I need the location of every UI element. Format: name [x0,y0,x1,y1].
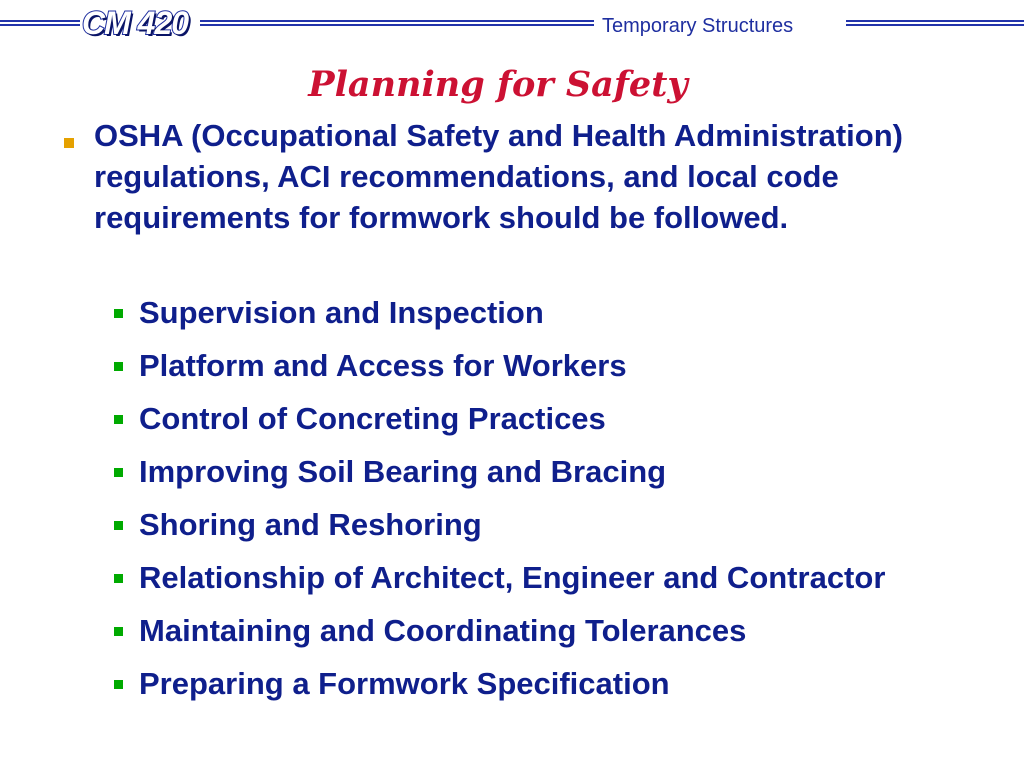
sub-bullet-list [114,293,1004,717]
sub-bullet-item [114,611,1004,650]
header-rule-right [846,20,1024,26]
sub-bullet-text: Control of Concreting Practices [139,401,606,436]
square-bullet-icon [114,627,123,636]
slide-title: Planning for Safety [308,64,688,105]
course-title: Temporary Structures [602,15,794,37]
sub-bullet-item [114,558,1004,597]
square-bullet-icon [114,574,123,583]
square-bullet-icon [64,138,74,148]
square-bullet-icon [114,521,123,530]
square-bullet-icon [114,468,123,477]
sub-bullet-item [114,293,1004,332]
sub-bullet-item [114,346,1004,385]
sub-bullet-item [114,452,1004,491]
sub-bullet-text: Improving Soil Bearing and Bracing [139,454,667,489]
main-bullet-text: OSHA (Occupational Safety and Health Administration) regulations, ACI recommendations, and local code requirements for formwork should be followed. [94,118,903,235]
course-logo: CM 420 [82,5,189,41]
sub-bullet-text: Supervision and Inspection [139,295,544,330]
sub-bullet-text: Relationship of Architect, Engineer and Contractor [139,560,886,595]
header-rule-middle [200,20,594,26]
square-bullet-icon [114,362,123,371]
slide-header [0,0,1024,50]
sub-bullet-text: Preparing a Formwork Specification [139,666,670,701]
square-bullet-icon [114,309,123,318]
sub-bullet-item [114,664,1004,703]
header-rule-left [0,20,80,26]
sub-bullet-text: Maintaining and Coordinating Tolerances [139,613,747,648]
sub-bullet-text: Platform and Access for Workers [139,348,627,383]
sub-bullet-item [114,505,1004,544]
sub-bullet-item [114,399,1004,438]
square-bullet-icon [114,680,123,689]
sub-bullet-text: Shoring and Reshoring [139,507,482,542]
main-bullet [64,115,994,238]
square-bullet-icon [114,415,123,424]
